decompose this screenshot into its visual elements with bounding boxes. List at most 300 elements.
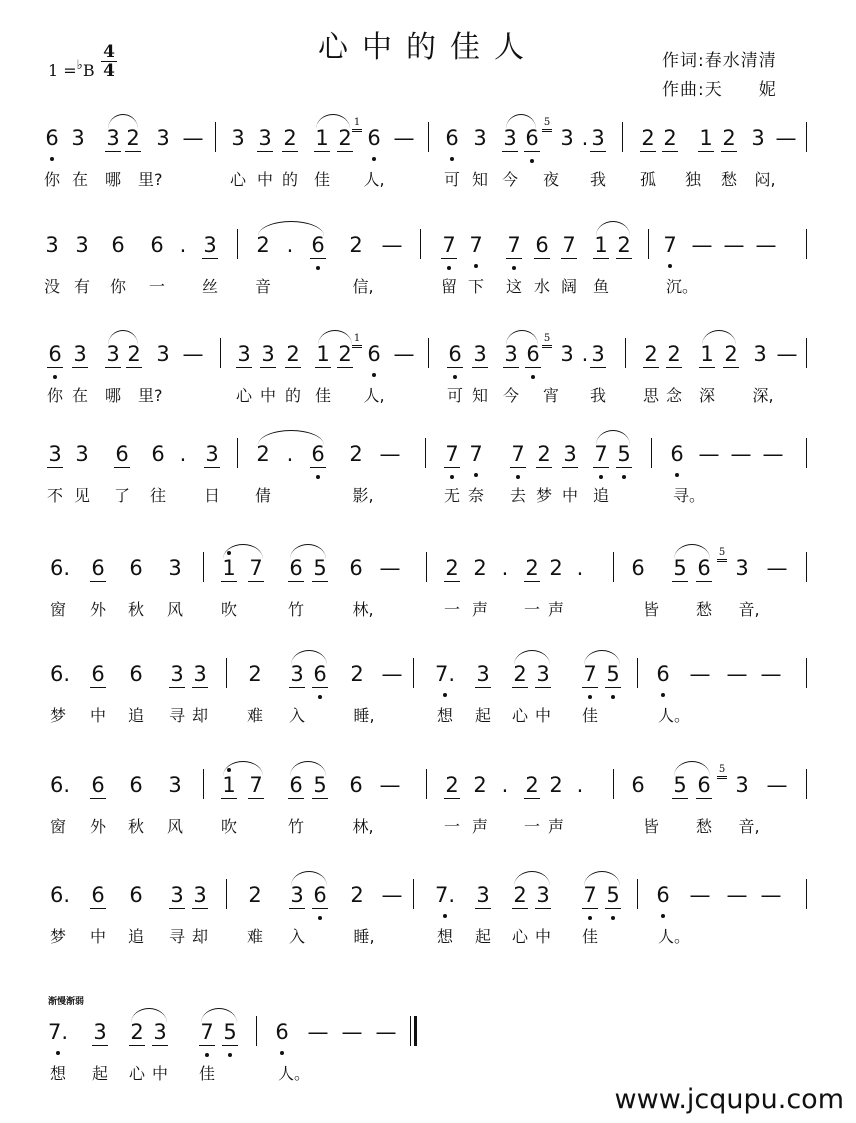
note: 2 [637,126,659,150]
lyric: 可 [446,386,463,405]
lyric: 中 [151,1064,168,1083]
note: 3 [587,342,609,366]
note: 5 [309,773,331,797]
slur [290,761,326,776]
slur [584,650,620,665]
lyric: 中 [534,706,551,725]
note: 6 [349,556,363,580]
note: 3 [189,662,211,686]
lyric: 在 [71,386,88,405]
lyric: 风 [166,600,183,619]
lyric: 窗 [49,817,66,836]
lyric: 闷, [754,170,776,189]
barline [413,658,414,688]
note: 6. [49,773,71,797]
note: 2 [549,556,563,580]
note: 6 [309,883,331,907]
lyric: 思 [642,386,659,405]
note: 3 [75,442,89,466]
slur [506,330,538,345]
lyric: 却 [191,927,208,946]
lyric: 中 [259,386,276,405]
lyric: 心 [235,386,252,405]
barline [651,438,652,468]
note: 7. [434,662,456,686]
note: 6 [129,883,143,907]
note: 6 [363,126,385,150]
lyric: 信, [352,277,374,296]
lyric: 这 [505,277,522,296]
lyric: 知 [471,386,488,405]
barline [428,338,429,368]
lyric: 佳 [581,706,598,725]
lyric: 你 [109,277,126,296]
barline [637,879,638,909]
note: 6 [631,556,645,580]
lyric: 风 [166,817,183,836]
note: 6. [49,662,71,686]
lyric: 沉。 [666,277,699,296]
barline [203,769,204,799]
barline [806,879,807,909]
note: 6 [652,662,674,686]
note: 3 [472,662,494,686]
slur [258,430,324,445]
barline [806,658,807,688]
note: 6 [129,662,143,686]
note: 7 [590,442,612,466]
time-signature [100,43,118,80]
note: 3 [189,883,211,907]
lyric: 我 [589,170,606,189]
lyric: 往 [149,486,166,505]
lyric: 了 [113,486,130,505]
note: 3 [168,773,182,797]
note: 7 [441,442,463,466]
lyric: 想 [436,927,453,946]
slur [318,330,352,345]
lyric: 你 [46,386,63,405]
lyric: 愁 [695,817,712,836]
note: — [691,233,713,257]
note: 6 [531,233,553,257]
note: 6 [521,126,543,150]
note: 3 [89,1020,111,1044]
note: 6 [631,773,645,797]
barline [637,658,638,688]
note: 7. [434,883,456,907]
lyric: 佳 [581,927,598,946]
note: 6 [111,442,133,466]
slur [506,114,536,129]
note: . [179,442,187,466]
note: 1 [695,126,717,150]
grace-note: 5 [717,548,727,563]
lyric: 难 [246,706,263,725]
note: — [341,1020,363,1044]
lyric: 去 [509,486,526,505]
lyric: 梦 [49,927,66,946]
note: 6 [522,342,544,366]
slur [596,430,630,445]
note: 5 [669,556,691,580]
note: 3 [532,662,554,686]
note: 7 [245,773,267,797]
lyric: 人。 [278,1064,311,1083]
lyric: 知 [471,170,488,189]
note: 6 [44,342,66,366]
note: 3 [166,883,188,907]
time-bottom: 4 [103,61,115,81]
composer-credit: 作曲:天 妮 [662,80,777,100]
note: — [755,233,777,257]
note: — [760,662,782,686]
note: 2 [663,342,685,366]
slur [108,330,138,345]
note: — [182,342,204,366]
note: 3 [257,342,279,366]
lyric: 哪 [104,170,121,189]
lyric: 独 [684,170,701,189]
note: 3 [286,662,308,686]
lyric: 声 [547,817,564,836]
lyric: 吹 [220,600,237,619]
song-title: 心中的佳人 [318,30,538,65]
note: 3 [102,126,124,150]
barline [428,122,429,152]
note: 6 [111,233,125,257]
slur [291,871,327,886]
note: 2 [126,1020,148,1044]
slur [514,650,550,665]
note: 5 [669,773,691,797]
note: — [689,662,711,686]
barline [226,879,227,909]
lyric: 今 [501,170,518,189]
barline [237,229,238,259]
note: 2 [248,662,262,686]
note: 3 [149,1020,171,1044]
lyric: 水 [533,277,550,296]
grace-note: 5 [542,118,552,133]
lyric: 的 [284,386,301,405]
lyric: 中 [89,706,106,725]
lyric: 心 [511,927,528,946]
note: 3 [71,126,85,150]
note: — [762,442,784,466]
flat-sign: ♭ [76,58,83,73]
barline [625,338,626,368]
lyric: 愁 [720,170,737,189]
barline [203,552,204,582]
note: 3 [75,233,89,257]
note: 2 [279,126,301,150]
lyric: 一 [523,600,540,619]
barline [420,229,421,259]
note: 7 [503,233,525,257]
note: 3 [231,126,245,150]
lyric: 林, [352,600,374,619]
note: 2 [659,126,681,150]
grace-note: 5 [717,765,727,780]
note: 2 [521,556,543,580]
note: 3 [69,342,91,366]
score-row [0,764,856,853]
note: 2 [549,773,563,797]
slur [223,544,263,559]
lyric: 外 [89,817,106,836]
lyric: 音 [254,277,271,296]
note: 6 [151,442,165,466]
lyric: 不 [46,486,63,505]
note: 3 [102,342,124,366]
note: — [730,442,752,466]
barline [256,1016,257,1046]
lyric: 睡, [353,927,375,946]
note: 2 [334,126,356,150]
note: 7 [558,233,580,257]
lyric: 起 [474,927,491,946]
lyric: 一 [443,600,460,619]
note: — [375,1020,397,1044]
note: 7 [465,442,487,466]
barline [215,122,216,152]
slur [291,650,327,665]
key-prefix: 1 = [48,61,77,80]
note: 2 [349,442,363,466]
watermark: www.jcqupu.com [614,1084,844,1115]
lyric: 我 [589,386,606,405]
note: 7. [47,1020,69,1044]
lyric: 今 [502,386,519,405]
note: — [698,442,720,466]
barline [806,229,807,259]
grace-note: 1 [352,118,362,133]
lyric: 人。 [658,706,691,725]
barline [806,552,807,582]
note: 6 [129,556,143,580]
note: — [379,442,401,466]
barline [425,438,426,468]
note: 5 [602,883,624,907]
note: 6 [444,342,466,366]
note: 7 [579,662,601,686]
slur [674,544,710,559]
note: 3 [168,556,182,580]
note: 3 [286,883,308,907]
note: 6 [307,442,329,466]
lyric: 的 [281,170,298,189]
barline [237,438,238,468]
note: — [776,342,798,366]
note: 2 [123,342,145,366]
lyric: 见 [73,486,90,505]
note: 6. [49,556,71,580]
note: 2 [350,662,364,686]
note: 3 [199,233,221,257]
note: 3 [156,126,170,150]
lyric: 佳 [313,170,330,189]
note: 2 [256,233,270,257]
note: — [726,883,748,907]
lyric: 音, [738,817,760,836]
lyric: 有 [73,277,90,296]
note: 2 [509,662,531,686]
note: 7 [245,556,267,580]
slur [674,761,710,776]
note: 3 [560,126,574,150]
note: 2 [122,126,144,150]
lyric: 一 [148,277,165,296]
barline [426,769,427,799]
note: 2 [256,442,270,466]
note: 3 [44,442,66,466]
note: . [581,126,589,150]
slur [290,544,326,559]
note: 2 [350,883,364,907]
lyric: 声 [471,600,488,619]
lyric: 人。 [658,927,691,946]
note: 1 [696,342,718,366]
note: — [393,342,415,366]
lyric: 愁 [695,600,712,619]
note: 3 [201,442,223,466]
lyricist-credit: 作词:春水清清 [662,51,777,71]
note: . [179,233,187,257]
lyric: 夜 [542,170,559,189]
lyric: 起 [91,1064,108,1083]
note: 1 [311,126,333,150]
note: 3 [753,342,767,366]
barline [613,552,614,582]
lyric: 梦 [535,486,552,505]
lyric: 宵 [542,386,559,405]
note: . [576,773,584,797]
lyric: 想 [436,706,453,725]
note: 3 [500,342,522,366]
lyric: 睡, [353,706,375,725]
lyric: 寻 [168,706,185,725]
note: — [689,883,711,907]
barline [226,658,227,688]
note: 3 [499,126,521,150]
note: 2 [473,556,487,580]
score-row [0,883,856,963]
lyric: 可 [443,170,460,189]
note: — [381,233,403,257]
note: 6 [363,342,385,366]
note: 5 [613,442,635,466]
lyric: 吹 [220,817,237,836]
note: 6 [285,773,307,797]
note: 3 [254,126,276,150]
note: 6 [309,662,331,686]
lyric: 中 [561,486,578,505]
lyric: 外 [89,600,106,619]
score-row [0,333,856,422]
lyric: 里? [138,386,163,405]
lyric: 人, [363,170,385,189]
key-letter: B [82,61,95,80]
note: 7 [438,233,460,257]
note: — [760,883,782,907]
lyric: 人, [363,386,385,405]
lyric: 入 [288,927,305,946]
lyric: 音, [738,600,760,619]
lyric: 声 [471,817,488,836]
note: 6 [87,773,109,797]
lyric: 追 [127,927,144,946]
score-row [0,442,856,522]
lyric: 佳 [314,386,331,405]
note: 3 [45,233,59,257]
note: 1 [590,233,612,257]
lyric: 奈 [467,486,484,505]
slur [316,114,350,129]
lyric: 鱼 [592,277,609,296]
note: 3 [751,126,765,150]
barline [426,552,427,582]
score-row [0,117,856,206]
barline [806,769,807,799]
note: 2 [441,556,463,580]
note: . [286,233,294,257]
note: 1 [312,342,334,366]
lyric: 一 [443,817,460,836]
slur [258,221,324,236]
lyric: 深, [752,386,774,405]
slur [131,1008,167,1023]
score-row [0,233,856,313]
lyric: 声 [547,600,564,619]
note: 7 [507,442,529,466]
note: — [182,126,204,150]
slur [514,871,550,886]
lyric: 寻。 [673,486,706,505]
lyric: 中 [89,927,106,946]
note: 7 [579,883,601,907]
note: 2 [473,773,487,797]
slur [201,1008,237,1023]
note: 2 [282,342,304,366]
note: — [766,773,788,797]
grace-note: 1 [352,334,362,349]
lyric: 追 [127,706,144,725]
lyric: 却 [191,706,208,725]
note: 7 [659,233,681,257]
note: — [766,556,788,580]
note: 6 [652,883,674,907]
slur [596,221,630,236]
note: 3 [559,442,581,466]
note: 2 [334,342,356,366]
note: 2 [441,773,463,797]
barline [806,438,807,468]
lyric: 留 [440,277,457,296]
note: 6 [87,883,109,907]
barline [613,769,614,799]
lyric: 孤 [639,170,656,189]
note: 6 [150,233,164,257]
lyric: 难 [246,927,263,946]
lyric: 竹 [287,600,304,619]
note: 5 [309,556,331,580]
note: 6 [693,773,715,797]
note: 5 [219,1020,241,1044]
lyric: 在 [71,170,88,189]
note: 6 [693,556,715,580]
note: — [381,662,403,686]
